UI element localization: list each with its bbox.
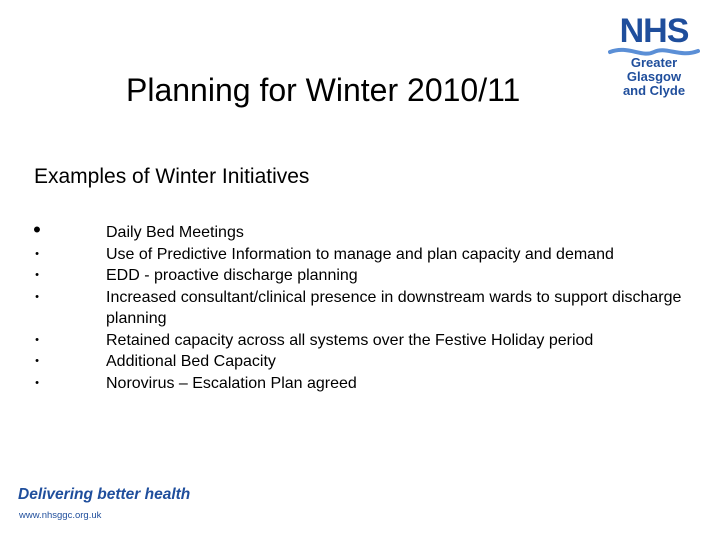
list-item	[28, 330, 688, 352]
footer-tagline: Delivering better health	[18, 486, 191, 503]
bullet-icon: •	[33, 217, 41, 242]
bullet-icon: •	[35, 355, 39, 367]
list-item	[28, 351, 688, 373]
nhs-logo-line2: and Clyde	[622, 83, 686, 98]
nhs-logo-subtitle	[604, 56, 704, 98]
list-item	[28, 287, 688, 330]
bullet-icon: •	[35, 269, 39, 281]
bullet-icon: •	[35, 290, 39, 303]
list-item	[28, 244, 688, 266]
bullet-icon: •	[35, 333, 39, 346]
list-item-text: Daily Bed Meetings	[106, 224, 244, 241]
list-item-text: Norovirus – Escalation Plan agreed	[106, 374, 357, 392]
footer-url-link[interactable]: www.nhsggc.org.uk	[19, 510, 102, 521]
list-item-text: Use of Predictive Information to manage and plan capacity and demand	[106, 245, 614, 263]
list-item	[28, 217, 688, 244]
list-item-text: EDD - proactive discharge planning	[106, 267, 358, 284]
bullet-icon: •	[35, 247, 39, 260]
slide-subheading: Examples of Winter Initiatives	[34, 165, 310, 188]
list-item	[28, 373, 688, 395]
nhs-logo	[604, 12, 704, 98]
list-item-text: Retained capacity across all systems over the Festive Holiday period	[106, 331, 594, 349]
list-item-text: Additional Bed Capacity	[106, 353, 276, 370]
list-item	[28, 265, 688, 287]
nhs-logo-text: NHS	[619, 12, 689, 50]
initiatives-list	[28, 217, 688, 394]
slide-title: Planning for Winter 2010/11	[126, 72, 521, 108]
bullet-icon: •	[35, 376, 39, 389]
list-item-text: Increased consultant/clinical presence in downstream wards to support discharge planning	[106, 288, 682, 327]
nhs-logo-line1: Greater Glasgow	[626, 55, 682, 84]
